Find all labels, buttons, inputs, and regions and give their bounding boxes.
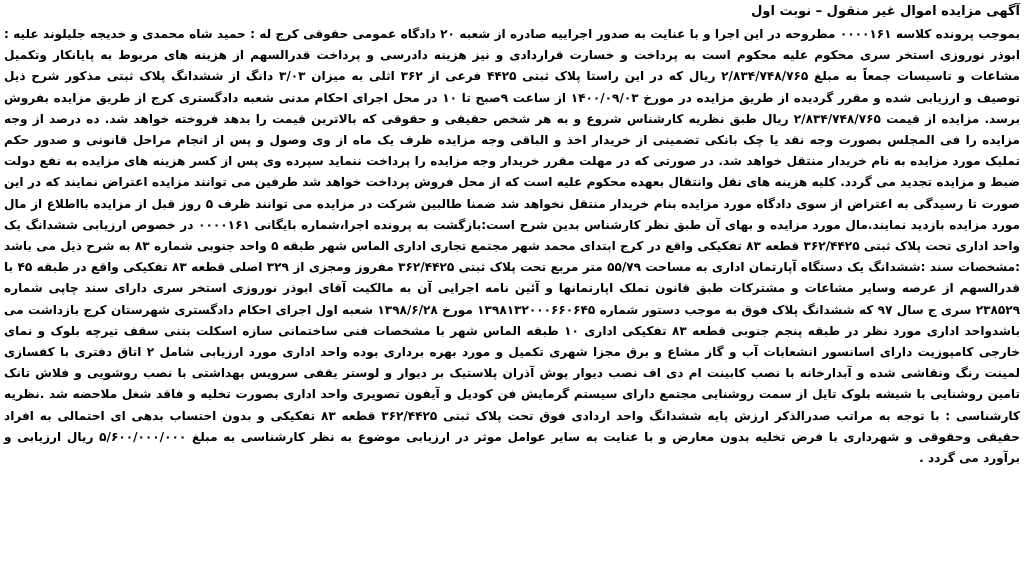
notice-title: آگهی مزایده اموال غیر منقول – نوبت اول: [751, 4, 1020, 19]
notice-body: بموجب پرونده کلاسه ۰۰۰۰۱۶۱ مطروحه در این اجرا و با عنایت به صدور اجراییه صادره از شعبه ۲۰ دادگاه عمومی حقوقی کرج له : حمید شاه محمدی و خدیجه جلیلوند علیه : ابوذر نوروزی استخر سری محکوم علیه محکوم است به پرداخت و خسارت قراردادی و نیز هزینه دادرسی و پرداخت قدرالسهم از هزینه های مربوط به پایانکار وتکمیل مشاعات و تاسیسات جمعاً به مبلغ ۲/۸۳۴/۷۴۸/۷۶۵ ریال که در این راستا پلاک ثبتی ۴۴۲۵ فرعی از ۳۶۲ اثلی به میزان ۳/۰۳ دانگ از ششدانگ پلاک ثبتی مذکور شرح ذیل توصیف و ارزیابی شده و مقرر گردیده از طریق مزایده در مورخ ۱۴۰۰/۰۹/۰۳ از ساعت ۹صبح تا ۱۰ در محل اجرای احکام مدنی شعبه دادگستری کرج از طریق مزایده بفروش برسد. مزایده از قیمت ۲/۸۳۴/۷۴۸/۷۶۵ ریال طبق نظریه کارشناس شروع و به هر شخص حقیقی و حقوقی که بالاترین قیمت را بدهد فروخته خواهد شد. ده درصد از وجه مزایده را فی المجلس بصورت وجه نقد یا چک بانکی تضمینی از خریدار اخذ و الباقی وجه مزایده ظرف یک ماه از وی وصول و پس از انجام مراحل قانونی و صدور حکم تملیک مورد مزایده به نام خریدار منتقل خواهد شد. در صورتی که در مهلت مقرر خریدار وجه مزایده را پرداخت ننماید سپرده وی پس از کسر هزینه های مزایده به نفع دولت ضبط و مزایده تجدید می گردد. کلیه هزینه های نقل وانتقال بعهده محکوم علیه است که از محل فروش پرداخت خواهد شد طرفین می توانند مزایده اعتراض نمایند که در این صورت تا رسیدگی به اعتراض از سوی دادگاه مورد مزایده بنام خریدار منتقل نخواهد شد ضمنا طالبین شرکت در مزایده می توانند ظرف ۵ روز قبل از مزایده بااطلاع از مال مورد مزایده بازدید نمایند.مال مورد مزایده و بهای آن طبق نظر کارشناس بدین شرح است:بازگشت به پرونده اجرا،شماره بایگانی ۰۰۰۰۱۶۱ در خصوص ارزیابی ششدانگ یک واحد اداری تحت پلاک ثبتی ۳۶۲/۴۴۲۵ قطعه ۸۳ تفکیکی واقع در کرج ابتدای محمد شهر مجتمع تجاری اداری الماس شهر طبقه ۵ واحد جنوبی شماره ۸۳ به شرح ذیل می باشد :مشخصات سند :ششدانگ یک دستگاه آپارتمان اداری به مساحت ۵۵/۷۹ متر مربع تحت پلاک ثبتی ۳۶۲/۴۴۲۵ مفروز ومجزی از ۳۲۹ اصلی قطعه ۸۳ تفکیکی واقع در طبقه ۴۵ با قدرالسهم از عرصه وسایر مشاعات و مشترکات طبق قانون تملک اپارتمانها و آئین نامه اجرایی آن به مالکیت آقای ابوذر نوروزی استخر سری دارای سند چاپی شماره ۲۳۸۵۲۹ سری ج سال ۹۷ که ششدانگ پلاک فوق به موجب دستور شماره ۱۳۹۸۱۳۲۰۰۰۶۶۰۶۴۵ مورخ ۱۳۹۸/۶/۲۸ شعبه اول اجرای احکام دادگستری شهرستان کرج بازداشت می باشدواحد اداری مورد نظر در طبقه پنجم جنوبی قطعه ۸۳ تفکیکی اداری ۱۰ طبقه الماس شهر با مشخصات فنی ساختمانی سازه اسکلت بتنی سقف تیرچه بلوک و نمای خارجی کامپوزیت دارای اسانسور انشعابات آب و گاز مشاع و برق مجزا شهری تکمیل و مورد بهره برداری بوده واحد اداری مورد ارزیابی شامل ۲ اتاق دفتری با کفسازی لمینت رنگ ونقاشی شده و آبدارخانه با نصب کابینت ام دی اف نصب دیوار پوش آذران پلاستیک بر دیوار و لوستر یقفی سرویس بهداشتی با نصب روشویی و فلاش تانک تامین روشنایی با شیشه بلوک تایل از سمت روشنایی مجتمع دارای سیستم گرمایش فن کودیل و آیفون تصویری واحد اداری بصورت تخلیه و فاقد شغل ملاحضه شد .نظریه کارشناسی : با توجه به مراتب صدرالذکر ارزش پایه ششدانگ واحد اردادی فوق تحت پلاک ثبتی ۳۶۲/۴۴۲۵ قطعه ۸۳ تفکیکی و بدون احتساب بدهی ای احتمالی به افراد حقیقی وحقوقی و شهرداری با فرض تخلیه بدون معارض و با عنایت به سایر عوامل موثر در ارزیابی موضوع به نظر کارشناسی به مبلغ ۵/۶۰۰/۰۰۰/۰۰۰ ریال ارزیابی و برآورد می گردد .: [4, 27, 1021, 466]
